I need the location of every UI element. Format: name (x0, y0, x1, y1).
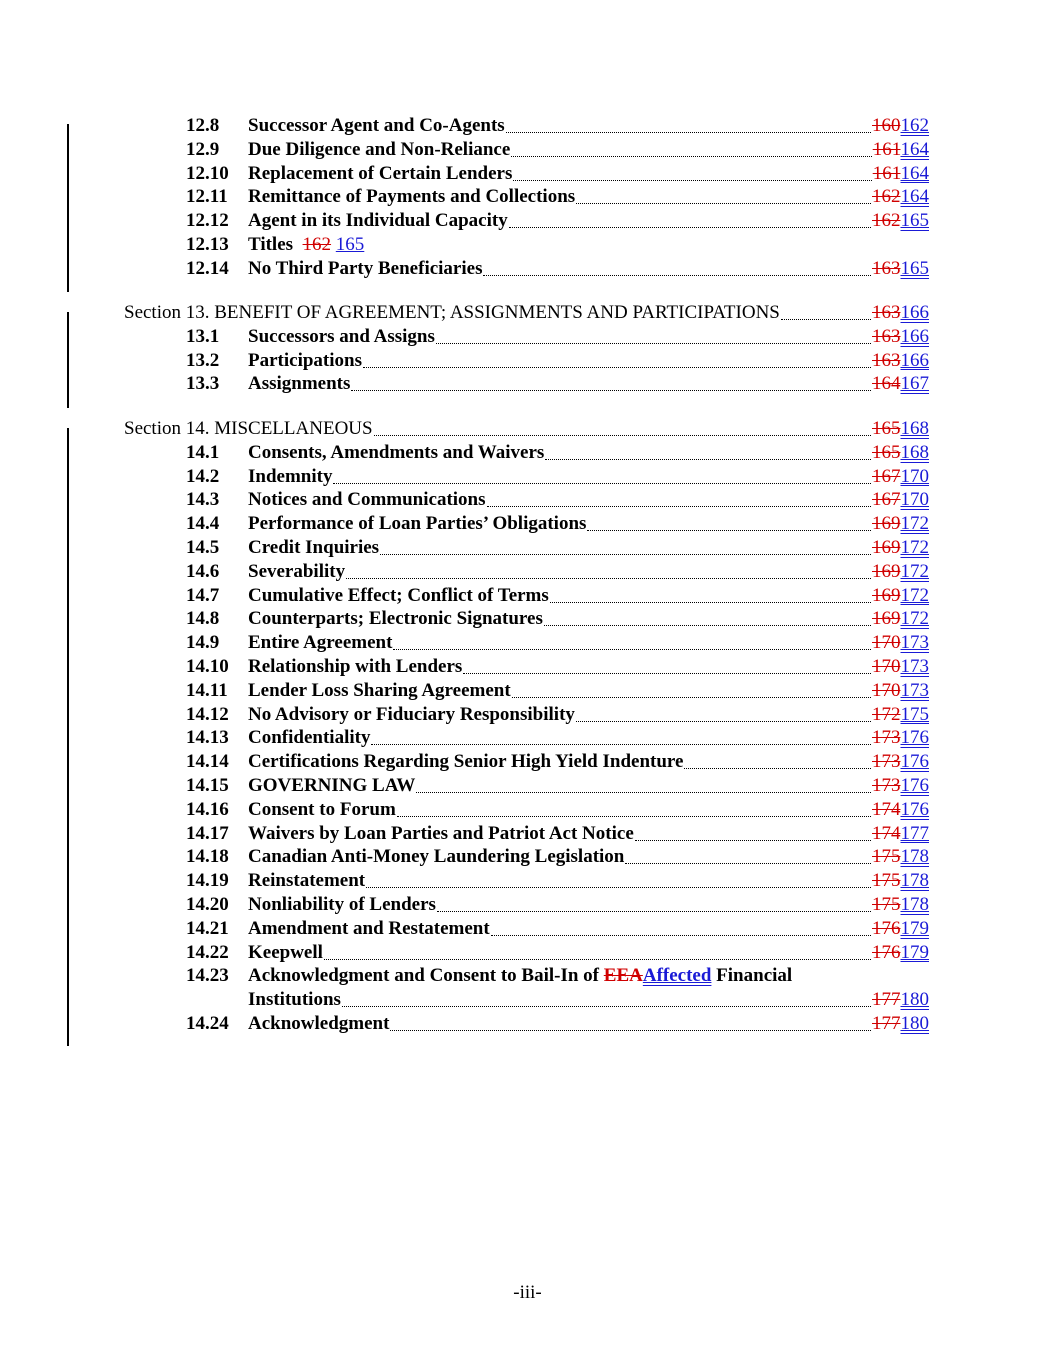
toc-entry-row (0, 869, 1055, 893)
deleted-page-number: 161 (872, 162, 901, 184)
entry-title[interactable]: Confidentiality (248, 727, 371, 749)
dot-leader (509, 227, 871, 228)
inserted-page-number[interactable]: 166 (900, 325, 929, 347)
page-number-ref (873, 138, 929, 162)
dot-leader (371, 744, 871, 745)
entry-number: 14.4 (186, 513, 220, 535)
page-number-ref (872, 584, 929, 608)
entry-number: 12.13 (186, 234, 229, 255)
entry-title[interactable]: Consent to Forum (248, 798, 396, 820)
deleted-page-number: 174 (872, 822, 901, 844)
entry-number: 14.8 (186, 608, 220, 630)
dot-leader (506, 132, 871, 133)
page-number-ref (872, 325, 929, 349)
deleted-page-number: 162 (302, 234, 332, 255)
page-number-ref (872, 941, 929, 965)
entry-number: 14.14 (186, 751, 229, 773)
page-number-ref (873, 162, 929, 186)
inserted-page-number[interactable]: 176 (900, 727, 929, 749)
deleted-page-number: 169 (872, 584, 901, 606)
entry-number: 14.20 (186, 894, 229, 915)
entry-title[interactable]: Relationship with Lenders (248, 656, 463, 677)
entry-number: 14.19 (186, 870, 229, 892)
toc-entry-row (0, 845, 1055, 869)
entry-title-tail: Financial (716, 965, 793, 987)
deleted-page-number: 164 (872, 373, 901, 395)
inserted-page-number[interactable]: 170 (900, 489, 929, 511)
deleted-page-number: 175 (872, 894, 901, 915)
inserted-page-number[interactable]: 172 (900, 560, 929, 582)
deleted-page-number: 169 (872, 608, 901, 630)
deleted-page-number: 161 (872, 138, 901, 160)
entry-title[interactable]: Agent in its Individual Capacity (248, 210, 508, 232)
inserted-page-number[interactable]: 168 (900, 418, 929, 439)
dot-leader (576, 721, 871, 722)
toc-entry-row (0, 822, 1055, 846)
inserted-page-number[interactable]: 167 (900, 373, 929, 395)
page-number-ref (872, 257, 929, 281)
deleted-page-number: 175 (872, 870, 901, 892)
inserted-page-number[interactable]: 173 (900, 679, 929, 701)
page-number-ref (872, 822, 929, 846)
inserted-page-number[interactable]: 180 (900, 1013, 929, 1034)
page-number-ref (872, 607, 929, 631)
inserted-page-number[interactable]: 178 (900, 846, 929, 868)
entry-number: 14.5 (186, 537, 220, 558)
deleted-page-number: 175 (872, 846, 901, 868)
deleted-page-number: 167 (872, 465, 901, 487)
toc-entry-row (0, 257, 1055, 281)
entry-number: 12.9 (186, 138, 220, 160)
entry-number: 13.3 (186, 373, 220, 395)
deleted-page-number: 162 (872, 186, 901, 208)
toc-entry-row (0, 349, 1055, 373)
page-number-ref (872, 114, 929, 138)
toc-entry-row (0, 233, 1055, 257)
toc-entry-row (0, 138, 1055, 162)
dot-leader (511, 156, 871, 157)
deleted-page-number: 170 (872, 679, 901, 701)
entry-number: 12.11 (186, 186, 228, 208)
section-heading[interactable]: Section 13. BENEFIT OF AGREEMENT; ASSIGNMENTS AND PARTICIPATIONS (124, 302, 780, 323)
dot-leader (333, 483, 871, 484)
inserted-page-number[interactable]: 165 (900, 210, 929, 232)
toc-entry-row (0, 560, 1055, 584)
entry-title[interactable]: Keepwell (248, 941, 323, 963)
entry-title[interactable]: Assignments (248, 373, 351, 395)
entry-number: 14.2 (186, 465, 220, 487)
entry-title[interactable]: Participations (248, 349, 362, 371)
inserted-page-number[interactable]: 176 (900, 751, 929, 773)
deleted-page-number: 163 (872, 349, 901, 371)
dot-leader (513, 180, 871, 181)
entry-title-text: Titles (248, 234, 294, 255)
entry-title[interactable]: Indemnity (248, 465, 333, 487)
toc-entry-row (0, 185, 1055, 209)
inserted-page-number[interactable]: 170 (900, 465, 929, 487)
deleted-page-number: 176 (872, 917, 901, 939)
page-number-ref (872, 349, 929, 373)
page-number-ref (872, 209, 929, 233)
page-number-ref (872, 703, 929, 727)
inserted-page-number[interactable]: 178 (900, 870, 929, 892)
page-number-ref (872, 372, 929, 396)
toc-entry-row (0, 512, 1055, 536)
entry-title[interactable]: Canadian Anti-Money Laundering Legislation (248, 846, 625, 868)
page-number-ref (872, 417, 929, 441)
dot-leader (346, 578, 871, 579)
inserted-page-number[interactable]: 162 (900, 115, 929, 136)
toc-entry-row (0, 941, 1055, 965)
entry-number: 12.14 (186, 257, 229, 279)
page-number-ref (872, 845, 929, 869)
entry-title[interactable]: GOVERNING LAW (248, 775, 416, 796)
deleted-page-number: 165 (872, 441, 901, 463)
entry-title[interactable]: Amendment and Restatement (248, 917, 490, 939)
dot-leader (393, 649, 871, 650)
deleted-page-number: 169 (872, 560, 901, 582)
toc-entry-row (0, 372, 1055, 396)
entry-title[interactable]: Successors and Assigns (248, 325, 435, 347)
entry-title[interactable]: Counterparts; Electronic Signatures (248, 608, 543, 630)
entry-title[interactable]: Cumulative Effect; Conflict of Terms (248, 584, 549, 606)
inserted-page-number[interactable]: 177 (900, 822, 929, 844)
toc-entry-row (0, 893, 1055, 917)
inserted-page-number[interactable]: 164 (900, 162, 929, 184)
entry-title[interactable]: Consents, Amendments and Waivers (248, 441, 545, 463)
inserted-page-number[interactable]: 165 (900, 257, 929, 279)
inserted-page-number[interactable]: 172 (900, 537, 929, 558)
entry-title[interactable]: Successor Agent and Co-Agents (248, 115, 505, 136)
page-number-ref (872, 185, 929, 209)
toc-entry-row (0, 964, 1055, 988)
deleted-page-number: 173 (872, 775, 901, 796)
entry-title-text: Acknowledgment and Consent to Bail-In of (248, 965, 600, 987)
page-number-ref (872, 750, 929, 774)
dot-leader (635, 840, 871, 841)
inserted-page-number[interactable]: 173 (900, 656, 929, 677)
entry-number: 14.7 (186, 584, 220, 606)
toc-entry-row (0, 441, 1055, 465)
page-number-ref (872, 869, 929, 893)
dot-leader (587, 530, 871, 531)
toc-entry-row (0, 209, 1055, 233)
entry-number: 14.23 (186, 965, 229, 987)
toc-entry-row (0, 750, 1055, 774)
inserted-page-number[interactable]: 164 (900, 138, 929, 160)
toc-entry-row (0, 726, 1055, 750)
toc-entry-row (0, 325, 1055, 349)
dot-leader (363, 367, 871, 368)
dot-leader (324, 959, 871, 960)
entry-title[interactable]: Acknowledgment (248, 1013, 390, 1034)
page-number-ref (872, 465, 929, 489)
entry-number: 14.15 (186, 775, 229, 796)
deleted-page-number: 162 (872, 210, 901, 232)
dot-leader (544, 625, 871, 626)
dot-leader (463, 673, 871, 674)
entry-title[interactable]: Entire Agreement (248, 632, 393, 654)
inserted-page-number[interactable]: 164 (900, 186, 929, 208)
section-heading-row (0, 417, 1055, 441)
dot-leader (390, 1030, 871, 1031)
inserted-page-number[interactable]: 178 (900, 894, 929, 915)
page-number-ref (872, 560, 929, 584)
entry-number: 14.13 (186, 727, 229, 749)
deleted-page-number: 176 (872, 941, 901, 963)
dot-leader (545, 459, 871, 460)
inserted-page-number[interactable]: 172 (900, 513, 929, 535)
toc-entry-row (0, 679, 1055, 703)
entry-title[interactable]: Credit Inquiries (248, 537, 380, 558)
inserted-page-number[interactable]: 168 (900, 441, 929, 463)
entry-number: 14.11 (186, 679, 228, 701)
inserted-page-number[interactable]: 176 (900, 798, 929, 820)
entry-title[interactable]: Notices and Communications (248, 489, 486, 511)
entry-number: 14.12 (186, 703, 229, 725)
dot-leader (512, 697, 871, 698)
entry-number: 13.2 (186, 349, 220, 371)
entry-number: 14.17 (186, 822, 229, 844)
dot-leader (684, 768, 871, 769)
toc-entry-row (0, 631, 1055, 655)
entry-title[interactable]: Performance of Loan Parties’ Obligations (248, 513, 587, 535)
dot-leader (487, 506, 871, 507)
toc-entry-row-continued (0, 988, 1055, 1012)
page-number-ref (872, 488, 929, 512)
entry-title[interactable]: Certifications Regarding Senior High Yield Indenture (248, 751, 684, 773)
entry-number: 14.10 (186, 656, 229, 677)
dot-leader (436, 343, 871, 344)
deleted-page-number: 163 (872, 325, 901, 347)
entry-title[interactable]: Due Diligence and Non-Reliance (248, 138, 511, 160)
entry-number: 14.3 (186, 489, 220, 511)
inserted-page-number[interactable]: 180 (900, 989, 929, 1011)
dot-leader (483, 275, 871, 276)
deleted-page-number: 163 (872, 257, 901, 279)
toc-entry-row (0, 1012, 1055, 1036)
deleted-page-number: 174 (872, 798, 901, 820)
entry-title[interactable]: Reinstatement (248, 870, 366, 892)
toc-entry-row (0, 774, 1055, 798)
page-number-ref (872, 893, 929, 917)
deleted-page-number: 169 (872, 537, 901, 558)
deleted-page-number: 160 (872, 115, 901, 136)
entry-title[interactable] (248, 964, 792, 988)
entry-number: 12.8 (186, 115, 220, 136)
page-number-ref (872, 726, 929, 750)
deleted-page-number: 167 (872, 489, 901, 511)
deleted-text: EEA (603, 965, 643, 987)
toc-entry-row (0, 488, 1055, 512)
inserted-page-number[interactable]: 179 (900, 917, 929, 939)
dot-leader (342, 1006, 871, 1007)
inserted-page-number[interactable]: 176 (900, 775, 929, 796)
page-number-ref (872, 512, 929, 536)
deleted-page-number: 177 (872, 989, 901, 1011)
page-number-ref (872, 655, 929, 679)
entry-number: 14.18 (186, 846, 229, 868)
toc-entry-row (0, 584, 1055, 608)
entry-title[interactable]: Replacement of Certain Lenders (248, 162, 513, 184)
inserted-page-number[interactable]: 166 (900, 349, 929, 371)
page-number-ref (872, 631, 929, 655)
entry-number: 14.21 (186, 917, 229, 939)
page-number-ref (872, 988, 929, 1012)
dot-leader (380, 554, 871, 555)
dot-leader (550, 602, 871, 603)
entry-number: 14.6 (186, 560, 220, 582)
deleted-page-number: 173 (872, 727, 901, 749)
dot-leader (625, 863, 871, 864)
entry-title[interactable]: No Advisory or Fiduciary Responsibility (248, 703, 575, 725)
dot-leader (351, 390, 871, 391)
page-number-ref (872, 917, 929, 941)
dot-leader (781, 319, 871, 320)
dot-leader (374, 435, 871, 436)
deleted-page-number: 170 (872, 632, 901, 654)
section-heading[interactable]: Section 14. MISCELLANEOUS (124, 418, 373, 439)
inserted-page-number[interactable]: 179 (900, 941, 929, 963)
page-number-ref (872, 301, 929, 325)
dot-leader (437, 911, 871, 912)
entry-number: 14.1 (186, 441, 220, 463)
entry-title[interactable]: Waivers by Loan Parties and Patriot Act Notice (248, 822, 634, 844)
dot-leader (491, 935, 871, 936)
inserted-page-number[interactable]: 165 (335, 234, 365, 255)
deleted-page-number: 163 (872, 302, 901, 323)
toc-entry-row (0, 607, 1055, 631)
deleted-page-number: 169 (872, 513, 901, 535)
entry-title[interactable] (248, 233, 364, 257)
entry-title-continued[interactable]: Institutions (248, 989, 341, 1011)
toc-entry-row (0, 917, 1055, 941)
toc-entry-row (0, 114, 1055, 138)
entry-title[interactable]: Severability (248, 560, 346, 582)
inserted-page-number[interactable]: 166 (900, 302, 929, 323)
toc-entry-row (0, 798, 1055, 822)
page-number-ref (872, 774, 929, 798)
inserted-page-number[interactable]: 172 (900, 608, 929, 630)
page-number-ref (872, 536, 929, 560)
deleted-page-number: 177 (872, 1013, 901, 1034)
entry-title[interactable]: No Third Party Beneficiaries (248, 257, 483, 279)
entry-title[interactable]: Nonliability of Lenders (248, 894, 436, 915)
entry-title[interactable]: Remittance of Payments and Collections (248, 186, 576, 208)
page-number-ref (872, 1012, 929, 1036)
page-number-ref (872, 679, 929, 703)
section-heading-row (0, 301, 1055, 325)
dot-leader (576, 203, 871, 204)
toc-entry-row (0, 465, 1055, 489)
toc-entry-row (0, 162, 1055, 186)
entry-number: 13.1 (186, 325, 220, 347)
deleted-page-number: 172 (872, 703, 901, 725)
entry-number: 14.22 (186, 941, 229, 963)
toc-entry-row (0, 536, 1055, 560)
dot-leader (416, 792, 871, 793)
deleted-page-number: 170 (872, 656, 901, 677)
dot-leader (366, 887, 871, 888)
page-number-ref (872, 441, 929, 465)
entry-number: 14.9 (186, 632, 220, 654)
page-number-ref (872, 798, 929, 822)
entry-number: 12.10 (186, 162, 229, 184)
entry-number: 14.16 (186, 798, 229, 820)
toc-entry-row (0, 655, 1055, 679)
toc-entry-row (0, 703, 1055, 727)
entry-number: 12.12 (186, 210, 229, 232)
entry-number: 14.24 (186, 1013, 229, 1034)
deleted-page-number: 165 (872, 418, 901, 439)
dot-leader (397, 816, 871, 817)
inserted-page-number[interactable]: 172 (900, 584, 929, 606)
deleted-page-number: 173 (872, 751, 901, 773)
entry-title[interactable]: Lender Loss Sharing Agreement (248, 679, 511, 701)
inserted-page-number[interactable]: 173 (900, 632, 929, 654)
inserted-text: Affected (642, 965, 712, 987)
inserted-page-number[interactable]: 175 (900, 703, 929, 725)
page-number-footer: -iii- (513, 1282, 542, 1303)
